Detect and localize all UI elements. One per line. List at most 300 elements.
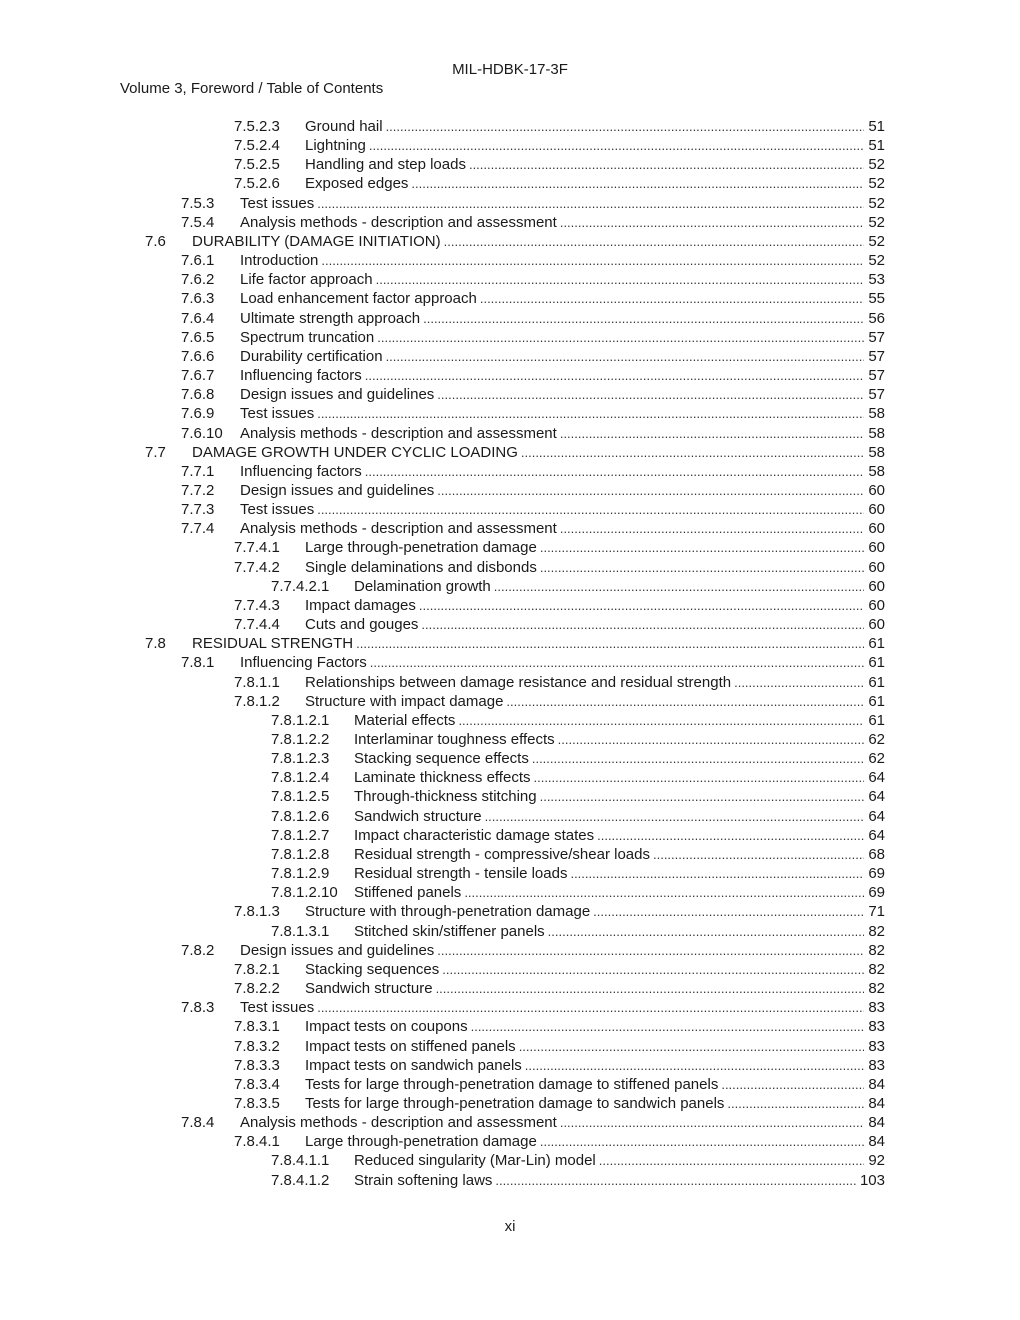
toc-section-number: 7.8.1.1 — [234, 673, 280, 691]
toc-section-title[interactable]: Through-thickness stitching — [354, 787, 540, 806]
toc-section-title[interactable]: Analysis methods - description and assessment — [240, 424, 560, 443]
toc-section-number: 7.7.4.2.1 — [271, 577, 330, 595]
toc-page-number: 56 — [868, 309, 885, 327]
toc-entry[interactable] — [0, 117, 1020, 136]
toc-entry[interactable] — [0, 155, 1020, 174]
toc-entry[interactable] — [0, 366, 1020, 385]
toc-section-title[interactable]: Stitched skin/stiffener panels — [354, 922, 548, 941]
dot-leader — [540, 558, 864, 577]
dot-leader — [317, 500, 864, 519]
toc-entry[interactable] — [0, 309, 1020, 328]
toc-section-title[interactable]: RESIDUAL STRENGTH — [192, 634, 356, 653]
toc-entry[interactable] — [0, 577, 1020, 596]
toc-section-number: 7.5.3 — [181, 194, 215, 212]
toc-entry[interactable] — [0, 615, 1020, 634]
toc-title-line — [305, 1075, 885, 1094]
dot-leader — [734, 673, 864, 692]
dot-leader — [599, 1151, 864, 1170]
dot-leader — [525, 1056, 864, 1075]
toc-section-title[interactable]: Test issues — [240, 404, 317, 423]
toc-section-number: 7.8.1.2.4 — [271, 769, 330, 787]
toc-section-number: 7.6.2 — [181, 271, 215, 289]
dot-leader — [386, 347, 864, 366]
dot-leader — [570, 864, 864, 883]
toc-section-number: 7.8.2 — [181, 941, 215, 959]
toc-section-number: 7.6.10 — [181, 424, 223, 442]
dot-leader — [370, 653, 864, 672]
toc-section-title[interactable]: Reduced singularity (Mar-Lin) model — [354, 1151, 599, 1170]
toc-section-title[interactable]: Impact damages — [305, 596, 419, 615]
toc-section-title[interactable]: Test issues — [240, 998, 317, 1017]
toc-entry[interactable] — [0, 1075, 1020, 1094]
toc-section-title[interactable]: Durability certification — [240, 347, 386, 366]
toc-title-line — [305, 117, 885, 136]
toc-section-title[interactable]: DAMAGE GROWTH UNDER CYCLIC LOADING — [192, 443, 521, 462]
toc-section-title[interactable]: Analysis methods - description and assessment — [240, 1113, 560, 1132]
toc-section-title[interactable]: Influencing factors — [240, 462, 365, 481]
toc-section-title[interactable]: Ultimate strength approach — [240, 309, 423, 328]
toc-page-number: 84 — [868, 1075, 885, 1093]
toc-entry[interactable] — [0, 730, 1020, 749]
toc-page-number: 52 — [868, 232, 885, 250]
toc-entry[interactable] — [0, 845, 1020, 864]
toc-page-number: 64 — [868, 769, 885, 787]
toc-entry[interactable] — [0, 902, 1020, 921]
document-id-text: MIL-HDBK-17-3F — [452, 61, 568, 78]
toc-section-title[interactable]: Impact tests on stiffened panels — [305, 1037, 519, 1056]
toc-page-number: 61 — [868, 635, 885, 653]
toc-section-title[interactable]: Exposed edges — [305, 174, 411, 193]
toc-title-line — [305, 174, 885, 193]
toc-section-number: 7.6.9 — [181, 405, 215, 423]
toc-section-title[interactable]: Relationships between damage resistance and residual strength — [305, 673, 734, 692]
toc-page-number: 60 — [868, 481, 885, 499]
toc-entry[interactable] — [0, 251, 1020, 270]
toc-title-line — [240, 1113, 885, 1132]
toc-entry[interactable] — [0, 922, 1020, 941]
toc-section-number: 7.7.4 — [181, 520, 215, 538]
toc-section-title[interactable]: DURABILITY (DAMAGE INITIATION) — [192, 232, 444, 251]
toc-page-number: 57 — [868, 347, 885, 365]
dot-leader — [356, 634, 864, 653]
toc-section-number: 7.8.3.3 — [234, 1056, 280, 1074]
dot-leader — [597, 826, 864, 845]
toc-title-line — [305, 960, 885, 979]
toc-section-number: 7.6.4 — [181, 309, 215, 327]
toc-section-title[interactable]: Large through-penetration damage — [305, 538, 540, 557]
toc-section-number: 7.8.2.1 — [234, 960, 280, 978]
toc-entry[interactable] — [0, 768, 1020, 787]
toc-page-number: 69 — [868, 865, 885, 883]
toc-title-line — [240, 328, 885, 347]
dot-leader — [437, 481, 864, 500]
toc-entry[interactable] — [0, 136, 1020, 155]
toc-section-title[interactable]: Structure with impact damage — [305, 692, 506, 711]
dot-leader — [365, 462, 864, 481]
toc-title-line — [305, 1132, 885, 1151]
dot-leader — [653, 845, 864, 864]
toc-page-number: 84 — [868, 1114, 885, 1132]
dot-leader — [506, 692, 864, 711]
toc-title-line — [354, 768, 885, 787]
toc-title-line — [354, 826, 885, 845]
toc-title-line — [305, 979, 885, 998]
toc-title-line — [240, 194, 885, 213]
toc-entry[interactable] — [0, 979, 1020, 998]
toc-title-line — [240, 270, 885, 289]
table-of-contents — [0, 117, 1020, 1190]
toc-title-line — [305, 673, 885, 692]
toc-section-title[interactable]: Tests for large through-penetration damage to stiffened panels — [305, 1075, 721, 1094]
toc-title-line — [240, 385, 885, 404]
dot-leader — [464, 883, 864, 902]
toc-entry[interactable] — [0, 1171, 1020, 1190]
toc-section-title[interactable]: Large through-penetration damage — [305, 1132, 540, 1151]
toc-section-title[interactable]: Test issues — [240, 500, 317, 519]
toc-entry[interactable] — [0, 596, 1020, 615]
dot-leader — [548, 922, 864, 941]
toc-entry[interactable] — [0, 1094, 1020, 1113]
toc-page-number: 92 — [868, 1152, 885, 1170]
toc-section-number: 7.6.3 — [181, 290, 215, 308]
toc-section-number: 7.7.2 — [181, 481, 215, 499]
toc-section-title[interactable]: Ground hail — [305, 117, 386, 136]
toc-page-number: 58 — [868, 443, 885, 461]
toc-section-number: 7.8.1.2.8 — [271, 845, 330, 863]
dot-leader — [485, 807, 864, 826]
toc-section-title[interactable]: Strain softening laws — [354, 1171, 495, 1190]
toc-section-title[interactable]: Tests for large through-penetration damage to sandwich panels — [305, 1094, 727, 1113]
toc-entry[interactable] — [0, 519, 1020, 538]
toc-page-number: 60 — [868, 577, 885, 595]
dot-leader — [419, 596, 864, 615]
toc-title-line — [240, 500, 885, 519]
toc-section-title[interactable]: Test issues — [240, 194, 317, 213]
dot-leader — [540, 538, 864, 557]
toc-title-line — [305, 1017, 885, 1036]
toc-section-title[interactable]: Residual strength - compressive/shear loads — [354, 845, 653, 864]
toc-section-title[interactable]: Interlaminar toughness effects — [354, 730, 558, 749]
toc-title-line — [305, 1037, 885, 1056]
toc-section-number: 7.8 — [145, 635, 166, 653]
toc-title-line — [240, 519, 885, 538]
page-number: xi — [504, 1218, 516, 1235]
toc-entry[interactable] — [0, 1017, 1020, 1036]
toc-section-number: 7.8.3.5 — [234, 1094, 280, 1112]
toc-section-title[interactable]: Sandwich structure — [305, 979, 436, 998]
toc-entry[interactable] — [0, 998, 1020, 1017]
toc-page-number: 82 — [868, 922, 885, 940]
toc-entry[interactable] — [0, 787, 1020, 806]
toc-section-title[interactable]: Stiffened panels — [354, 883, 464, 902]
toc-title-line — [354, 807, 885, 826]
toc-title-line — [354, 730, 885, 749]
toc-section-number: 7.8.3.2 — [234, 1037, 280, 1055]
dot-leader — [444, 232, 864, 251]
toc-title-line — [240, 289, 885, 308]
toc-page-number: 60 — [868, 596, 885, 614]
toc-entry[interactable] — [0, 443, 1020, 462]
toc-entry[interactable] — [0, 1056, 1020, 1075]
toc-section-title[interactable]: Influencing factors — [240, 366, 365, 385]
dot-leader — [727, 1094, 864, 1113]
dot-leader — [436, 979, 864, 998]
toc-title-line — [240, 424, 885, 443]
toc-entry[interactable] — [0, 807, 1020, 826]
toc-entry[interactable] — [0, 1151, 1020, 1170]
toc-section-title[interactable]: Material effects — [354, 711, 458, 730]
toc-section-number: 7.6.5 — [181, 328, 215, 346]
toc-entry[interactable] — [0, 653, 1020, 672]
toc-section-number: 7.6 — [145, 232, 166, 250]
dot-leader — [560, 424, 864, 443]
toc-page-number: 84 — [868, 1133, 885, 1151]
dot-leader — [560, 1113, 864, 1132]
dot-leader — [377, 328, 864, 347]
toc-entry[interactable] — [0, 673, 1020, 692]
toc-title-line — [305, 1094, 885, 1113]
toc-section-number: 7.8.1 — [181, 654, 215, 672]
dot-leader — [317, 404, 864, 423]
toc-page-number: 60 — [868, 520, 885, 538]
toc-entry[interactable] — [0, 558, 1020, 577]
toc-section-title[interactable]: Load enhancement factor approach — [240, 289, 480, 308]
toc-entry[interactable] — [0, 1113, 1020, 1132]
toc-page-number: 64 — [868, 826, 885, 844]
toc-section-title[interactable]: Handling and step loads — [305, 155, 469, 174]
toc-title-line — [305, 1056, 885, 1075]
toc-section-number: 7.5.2.6 — [234, 175, 280, 193]
toc-title-line — [240, 481, 885, 500]
toc-section-title[interactable]: Influencing Factors — [240, 653, 370, 672]
toc-title-line — [354, 1151, 885, 1170]
toc-title-line — [354, 845, 885, 864]
toc-title-line — [305, 136, 885, 155]
toc-page-number: 61 — [868, 711, 885, 729]
toc-page-number: 82 — [868, 941, 885, 959]
toc-section-number: 7.8.3.4 — [234, 1075, 280, 1093]
toc-page-number: 64 — [868, 807, 885, 825]
toc-section-number: 7.8.4.1.2 — [271, 1171, 330, 1189]
toc-page-number: 52 — [868, 156, 885, 174]
toc-section-title[interactable]: Cuts and gouges — [305, 615, 421, 634]
toc-section-number: 7.6.1 — [181, 252, 215, 270]
toc-entry[interactable] — [0, 1037, 1020, 1056]
toc-entry[interactable] — [0, 174, 1020, 193]
dot-leader — [533, 768, 864, 787]
dot-leader — [560, 213, 864, 232]
toc-page-number: 58 — [868, 405, 885, 423]
toc-page-number: 64 — [868, 788, 885, 806]
toc-entry[interactable] — [0, 481, 1020, 500]
dot-leader — [458, 711, 864, 730]
toc-section-title[interactable]: Analysis methods - description and assessment — [240, 519, 560, 538]
toc-section-title[interactable]: Laminate thickness effects — [354, 768, 533, 787]
toc-page-number: 60 — [868, 616, 885, 634]
toc-section-number: 7.6.8 — [181, 386, 215, 404]
toc-page-number: 62 — [868, 731, 885, 748]
dot-leader — [540, 787, 864, 806]
toc-page-number: 83 — [868, 1018, 885, 1036]
toc-title-line — [354, 922, 885, 941]
toc-entry[interactable] — [0, 864, 1020, 883]
toc-section-title[interactable]: Impact characteristic damage states — [354, 826, 597, 845]
toc-section-number: 7.6.6 — [181, 347, 215, 365]
toc-entry[interactable] — [0, 711, 1020, 730]
toc-page-number: 55 — [868, 290, 885, 308]
toc-section-title[interactable]: Design issues and guidelines — [240, 385, 437, 404]
toc-page-number: 52 — [868, 213, 885, 231]
toc-title-line — [305, 596, 885, 615]
toc-entry[interactable] — [0, 232, 1020, 251]
toc-section-number: 7.8.1.2.9 — [271, 865, 330, 883]
toc-title-line — [240, 366, 885, 385]
toc-page-number: 83 — [868, 1056, 885, 1074]
toc-section-number: 7.8.1.2.1 — [271, 711, 330, 729]
toc-section-number: 7.8.1.2.5 — [271, 788, 330, 806]
toc-entry[interactable] — [0, 404, 1020, 423]
toc-entry[interactable] — [0, 385, 1020, 404]
toc-page-number: 82 — [868, 960, 885, 978]
dot-leader — [494, 577, 864, 596]
toc-section-number: 7.7.4.3 — [234, 596, 280, 614]
toc-page-number: 58 — [868, 462, 885, 480]
toc-section-number: 7.7.3 — [181, 501, 215, 519]
dot-leader — [721, 1075, 864, 1094]
toc-entry[interactable] — [0, 634, 1020, 653]
dot-leader — [532, 749, 864, 768]
toc-entry[interactable] — [0, 213, 1020, 232]
toc-entry[interactable] — [0, 289, 1020, 308]
toc-page-number: 52 — [868, 194, 885, 212]
toc-title-line — [240, 213, 885, 232]
toc-section-number: 7.8.1.3.1 — [271, 922, 330, 940]
toc-title-line — [305, 538, 885, 557]
toc-section-number: 7.8.4 — [181, 1114, 215, 1132]
toc-section-title[interactable]: Sandwich structure — [354, 807, 485, 826]
toc-section-number: 7.8.1.2.6 — [271, 807, 330, 825]
toc-page-number: 61 — [868, 673, 885, 691]
toc-section-title[interactable]: Design issues and guidelines — [240, 481, 437, 500]
toc-title-line — [354, 1171, 885, 1190]
toc-section-number: 7.8.1.2.3 — [271, 750, 330, 768]
dot-leader — [317, 194, 864, 213]
toc-section-number: 7.8.2.2 — [234, 980, 280, 998]
toc-title-line — [305, 155, 885, 174]
toc-entry[interactable] — [0, 424, 1020, 443]
toc-page-number: 83 — [868, 999, 885, 1017]
toc-section-title[interactable]: Analysis methods - description and assessment — [240, 213, 560, 232]
dot-leader — [321, 251, 864, 270]
toc-title-line — [192, 634, 885, 653]
toc-entry[interactable] — [0, 538, 1020, 557]
toc-page-number: 51 — [868, 118, 885, 135]
toc-title-line — [354, 577, 885, 596]
toc-entry[interactable] — [0, 692, 1020, 711]
toc-entry[interactable] — [0, 941, 1020, 960]
toc-section-number: 7.5.2.3 — [234, 118, 280, 135]
toc-section-number: 7.8.3.1 — [234, 1018, 280, 1036]
dot-leader — [437, 385, 864, 404]
toc-entry[interactable] — [0, 194, 1020, 213]
toc-section-title[interactable]: Structure with through-penetration damage — [305, 902, 593, 921]
dot-leader — [540, 1132, 864, 1151]
toc-title-line — [192, 232, 885, 251]
toc-section-number: 7.5.2.4 — [234, 137, 280, 155]
toc-section-title[interactable]: Introduction — [240, 251, 321, 270]
toc-section-number: 7.7.4.1 — [234, 539, 280, 557]
toc-page-number: 52 — [868, 252, 885, 270]
toc-section-title[interactable]: Impact tests on coupons — [305, 1017, 471, 1036]
toc-page-number: 57 — [868, 328, 885, 346]
toc-section-title[interactable]: Impact tests on sandwich panels — [305, 1056, 525, 1075]
toc-section-number: 7.7.4.2 — [234, 558, 280, 576]
toc-page-number: 51 — [868, 137, 885, 155]
toc-page-number: 57 — [868, 367, 885, 385]
toc-entry[interactable] — [0, 749, 1020, 768]
section-header: Volume 3, Foreword / Table of Contents — [120, 80, 384, 97]
toc-title-line — [240, 309, 885, 328]
toc-entry[interactable] — [0, 500, 1020, 519]
toc-title-line — [305, 692, 885, 711]
toc-entry[interactable] — [0, 1132, 1020, 1151]
dot-leader — [365, 366, 864, 385]
toc-page-number: 82 — [868, 980, 885, 998]
toc-page-number: 57 — [868, 386, 885, 404]
toc-section-title[interactable]: Delamination growth — [354, 577, 494, 596]
dot-leader — [521, 443, 864, 462]
toc-section-title[interactable]: Design issues and guidelines — [240, 941, 437, 960]
toc-section-title[interactable]: Spectrum truncation — [240, 328, 377, 347]
toc-page-number: 60 — [868, 558, 885, 576]
toc-entry[interactable] — [0, 826, 1020, 845]
toc-entry[interactable] — [0, 270, 1020, 289]
toc-title-line — [240, 251, 885, 270]
dot-leader — [469, 155, 864, 174]
toc-section-title[interactable]: Stacking sequences — [305, 960, 442, 979]
toc-page-number: 60 — [868, 539, 885, 557]
toc-page-number: 83 — [868, 1037, 885, 1055]
toc-title-line — [240, 998, 885, 1017]
dot-leader — [423, 309, 864, 328]
toc-entry[interactable] — [0, 347, 1020, 366]
toc-section-title[interactable]: Life factor approach — [240, 270, 376, 289]
toc-section-number: 7.5.2.5 — [234, 156, 280, 174]
toc-entry[interactable] — [0, 462, 1020, 481]
toc-entry[interactable] — [0, 960, 1020, 979]
toc-section-number: 7.8.4.1.1 — [271, 1152, 330, 1170]
document-id — [0, 61, 1020, 78]
toc-title-line — [240, 462, 885, 481]
dot-leader — [558, 730, 864, 749]
toc-section-title[interactable]: Lightning — [305, 136, 369, 155]
toc-title-line — [354, 749, 885, 768]
toc-page-number: 103 — [859, 1171, 885, 1189]
toc-entry[interactable] — [0, 328, 1020, 347]
toc-title-line — [240, 404, 885, 423]
toc-title-line — [354, 711, 885, 730]
toc-section-number: 7.8.4.1 — [234, 1133, 280, 1151]
toc-page-number: 62 — [868, 750, 885, 768]
toc-title-line — [192, 443, 885, 462]
dot-leader — [369, 136, 864, 155]
toc-entry[interactable] — [0, 883, 1020, 902]
toc-title-line — [354, 883, 885, 902]
toc-section-title[interactable]: Single delaminations and disbonds — [305, 558, 540, 577]
toc-section-title[interactable]: Stacking sequence effects — [354, 749, 532, 768]
toc-section-title[interactable]: Residual strength - tensile loads — [354, 864, 570, 883]
toc-section-number: 7.6.7 — [181, 367, 215, 385]
